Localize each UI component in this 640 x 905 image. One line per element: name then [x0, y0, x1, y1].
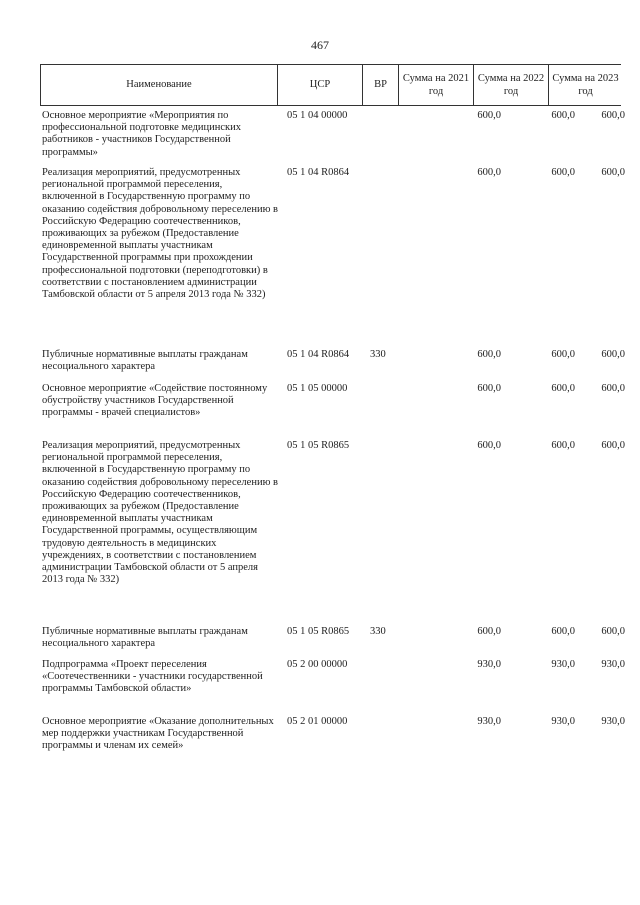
row-sum-2022: 930,0 — [551, 716, 575, 727]
row-sum-2021: 600,0 — [477, 383, 501, 394]
row-sum-2023: 930,0 — [601, 659, 625, 670]
row-sum-2023: 600,0 — [601, 626, 625, 637]
row-csr: 05 1 05 00000 — [287, 383, 348, 394]
row-sum-2022: 600,0 — [551, 383, 575, 394]
row-vr: 330 — [370, 626, 386, 637]
row-sum-2022: 600,0 — [551, 440, 575, 451]
row-sum-2021: 600,0 — [477, 110, 501, 121]
row-name: Публичные нормативные выплаты гражданам несоциального характера — [42, 626, 248, 650]
row-sum-2021: 600,0 — [477, 626, 501, 637]
row-sum-2021: 600,0 — [477, 167, 501, 178]
row-csr: 05 1 04 R0864 — [287, 167, 350, 178]
row-csr: 05 1 05 R0865 — [287, 440, 350, 451]
row-sum-2023: 930,0 — [601, 716, 625, 727]
row-sum-2022: 930,0 — [551, 659, 575, 670]
row-name: Публичные нормативные выплаты гражданам несоциального характера — [42, 349, 248, 373]
row-name: Основное мероприятие «Оказание дополнительных мер поддержки участникам Государственной программы и членам их семей» — [42, 716, 274, 752]
header-sum-2022: Сумма на 2022 год — [474, 65, 549, 106]
row-csr: 05 1 04 00000 — [287, 110, 348, 121]
page-number: 467 — [311, 38, 329, 52]
row-sum-2021: 930,0 — [477, 659, 501, 670]
row-sum-2023: 600,0 — [601, 440, 625, 451]
header-vr: ВР — [363, 65, 399, 106]
header-sum-2023: Сумма на 2023 год — [552, 73, 619, 97]
row-sum-2023: 600,0 — [601, 110, 625, 121]
row-name: Реализация мероприятий, предусмотренных региональной программой переселения, включенной в Государственную программу по оказанию содействия добровольному переселению в Российскую Федерацию соотечественников, проживающих за рубежом (Предоставление единовременной выплаты участникам Государственной программы, осуществляющим трудовую деятельность в медицинских учреждениях, в соответствии с постановлением администрации Тамбовской области от 5 апреля 2013 года № 332) — [42, 440, 278, 586]
row-sum-2023: 600,0 — [601, 383, 625, 394]
header-csr: ЦСР — [278, 65, 363, 106]
header-name: Наименование — [41, 65, 278, 106]
row-csr: 05 2 01 00000 — [287, 716, 348, 727]
row-sum-2023: 600,0 — [601, 349, 625, 360]
header-sum-2021: Сумма на 2021 год — [399, 65, 474, 106]
row-sum-2022: 600,0 — [551, 110, 575, 121]
row-csr: 05 1 04 R0864 — [287, 349, 350, 360]
row-sum-2021: 930,0 — [477, 716, 501, 727]
row-vr: 330 — [370, 349, 386, 360]
row-csr: 05 1 05 R0865 — [287, 626, 350, 637]
row-name: Подпрограмма «Проект переселения «Соотечественники - участники государственной программы Тамбовской области» — [42, 659, 263, 695]
row-name: Основное мероприятие «Содействие постоянному обустройству участников Государственной программы - врачей специалистов» — [42, 383, 268, 419]
table-header — [40, 64, 621, 106]
row-sum-2022: 600,0 — [551, 167, 575, 178]
row-sum-2022: 600,0 — [551, 349, 575, 360]
row-sum-2023: 600,0 — [601, 167, 625, 178]
row-name: Основное мероприятие «Мероприятия по профессиональной подготовке медицинских работников - участников Государственной программы» — [42, 110, 242, 158]
row-sum-2022: 600,0 — [551, 626, 575, 637]
row-csr: 05 2 00 00000 — [287, 659, 348, 670]
row-sum-2021: 600,0 — [477, 349, 501, 360]
row-sum-2021: 600,0 — [477, 440, 501, 451]
row-name: Реализация мероприятий, предусмотренных региональной программой переселения, включенной в Государственную программу по оказанию содействия добровольному переселению в Российскую Федерацию соотечественников, проживающих за рубежом (Предоставление единовременной выплаты участникам Государственной программы при прохождении профессиональной подготовки (переподготовки) в соответствии с постановлением администрации Тамбовской области от 5 апреля 2013 года № 332) — [42, 167, 278, 301]
